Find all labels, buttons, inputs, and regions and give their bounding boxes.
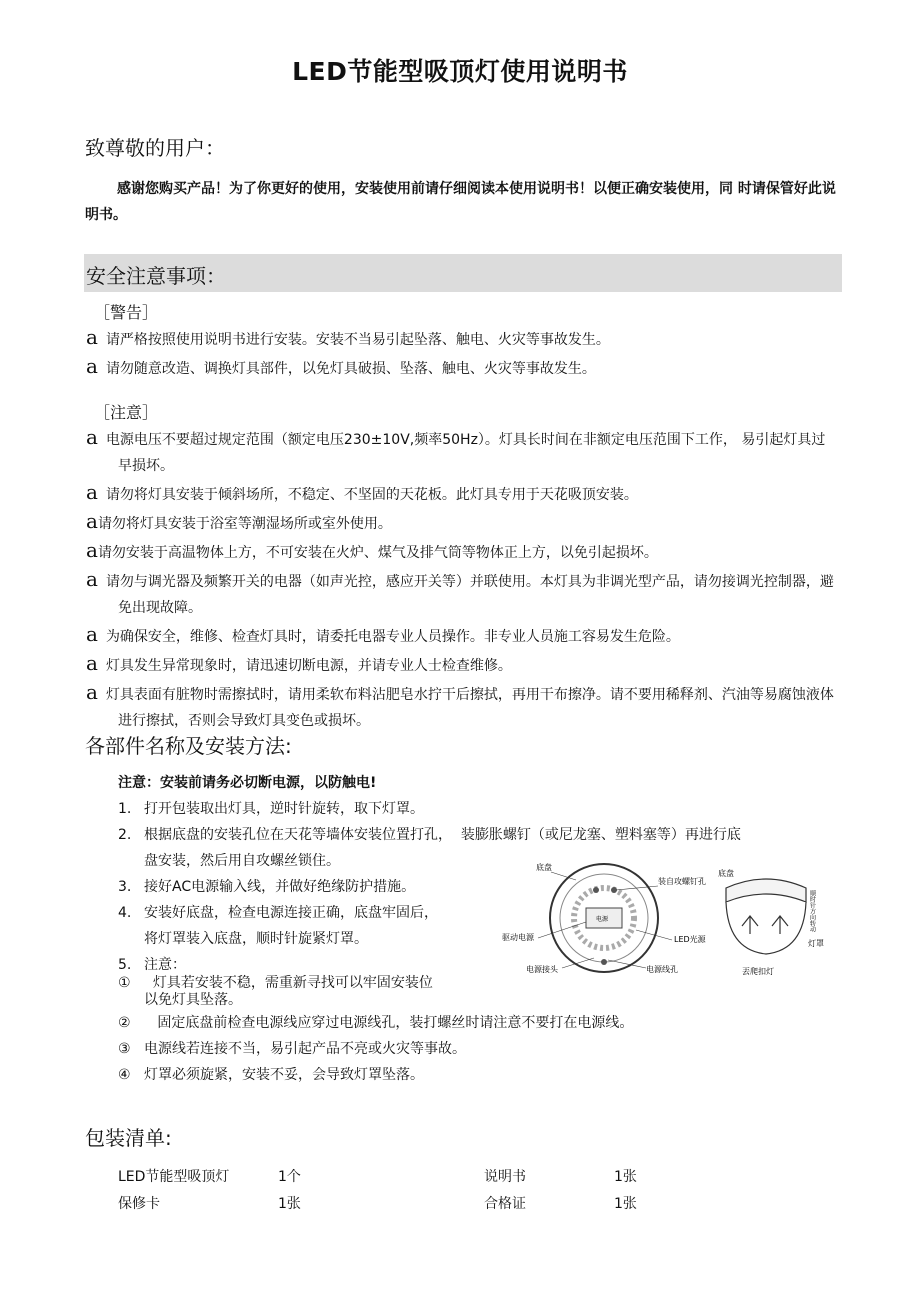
label-rotate: 顺时针方向转动	[808, 890, 816, 932]
packing-item-qty: 1张	[278, 1196, 301, 1212]
list-item: ① 灯具若安装不稳，需重新寻找可以牢固安装位	[118, 975, 433, 990]
list-item: ② 固定底盘前检查电源线应穿过电源线孔，装打螺丝时请注意不要打在电源线。	[118, 1015, 634, 1031]
bullet-icon: a	[86, 651, 98, 675]
install-heading: 各部件名称及安装方法:	[85, 734, 292, 758]
packing-item-name: LED节能型吸顶灯	[118, 1169, 230, 1185]
packing-heading: 包装清单:	[85, 1126, 172, 1150]
safety-heading: 安全注意事项：	[86, 264, 226, 288]
list-item: 5. 注意：	[118, 957, 186, 973]
list-item: a请勿安装于高温物体上方，不可安装在火炉、煤气及排气筒等物体正上方，以免引起损坏。	[86, 538, 658, 562]
figure-caption: 丟爬扣灯	[742, 967, 774, 976]
warning-list	[86, 324, 846, 382]
list-item: 将灯罩装入底盘，顺时针旋紧灯罩。	[144, 931, 368, 947]
install-subnotes	[118, 974, 848, 1088]
list-item: a 请勿随意改造、调换灯具部件，以免灯具破损、坠落、触电、火灾等事故发生。	[86, 354, 596, 378]
packing-item-name: 保修卡	[118, 1196, 160, 1212]
packing-item-name: 合格证	[484, 1196, 526, 1212]
bullet-icon: a	[86, 480, 98, 504]
bullet-icon: a	[86, 509, 98, 533]
bullet-icon: a	[86, 680, 98, 704]
list-item: a请勿将灯具安装于浴室等潮湿场所或室外使用。	[86, 509, 392, 533]
list-item: ③ 电源线若连接不当，易引起产品不亮或火灾等事故。	[118, 1041, 466, 1057]
installation-diagram	[496, 850, 836, 980]
bullet-icon: a	[86, 622, 98, 646]
label-base: 底盘	[536, 863, 552, 872]
label-driver: 驱动电源	[502, 933, 534, 942]
warning-label: ［警告］	[94, 303, 159, 322]
list-item: 4. 安装好底盘，检查电源连接正确，底盘牢固后，	[118, 905, 438, 921]
greeting: 致尊敬的用户：	[85, 136, 225, 160]
list-item: 2. 根据底盘的安装孔位在天花等墙体安装位置打孔， 装膨胀螺钉（或尼龙塞、塑料塞等）再进行底	[118, 827, 741, 843]
label-wire-hole: 电源线孔	[646, 965, 678, 974]
packing-item-qty: 1张	[614, 1169, 637, 1185]
list-item: a 请勿将灯具安装于倾斜场所，不稳定、不坚固的天花板。此灯具专用于天花吸顶安装。	[86, 480, 638, 504]
list-item: 3. 接好AC电源输入线，并做好绝缘防护措施。	[118, 879, 416, 895]
list-item: a 请勿与调光器及频繁开关的电器（如声光控，感应开关等）并联使用。本灯具为非调光型产品，请勿接调光控制器，避免出现故障。	[86, 567, 834, 616]
list-item: 以免灯具坠落。	[144, 992, 242, 1008]
notice-label: ［注意］	[94, 403, 159, 422]
thanks-paragraph: 感谢您购买产品！为了你更好的使用，安装使用前请仔细阅读本使用说明书！以便正确安装使用，同 时请保管好此说明书。	[85, 181, 836, 223]
bullet-icon: a	[86, 567, 98, 591]
packing-item-qty: 1个	[278, 1169, 301, 1185]
label-connector: 电源接头	[526, 965, 558, 974]
list-item: ④ 灯罩必须旋紧，安装不妥，会导致灯罩坠落。	[118, 1067, 424, 1083]
label-base-2: 底盘	[718, 869, 734, 878]
safety-heading-band	[84, 254, 842, 292]
list-item: a 请严格按照使用说明书进行安装。安装不当易引起坠落、触电、火灾等事故发生。	[86, 325, 610, 349]
packing-item-name: 说明书	[484, 1169, 526, 1185]
bullet-icon: a	[86, 325, 98, 349]
list-item: 1. 打开包装取出灯具，逆时针旋转，取下灯罩。	[118, 801, 424, 817]
bullet-icon: a	[86, 425, 98, 449]
notice-list	[86, 424, 834, 734]
list-item: a 灯具表面有脏物时需擦拭时，请用柔软布料沾肥皂水拧干后擦拭，再用干布擦净。请不要用稀释剂、汽油等易腐蚀液体进行擦拭，否则会导致灯具变色或损坏。	[86, 680, 834, 729]
label-shade: 灯罩	[808, 939, 824, 948]
list-item: a 电源电压不要超过规定范围（额定电压230±10V,频率50Hz）。灯具长时间在非额定电压范围下工作， 易引起灯具过早损坏。	[86, 425, 826, 474]
list-item: a 为确保安全，维修、检查灯具时，请委托电器专业人员操作。非专业人员施工容易发生危险。	[86, 622, 680, 646]
bullet-icon: a	[86, 354, 98, 378]
lamp-shade-drawing	[726, 879, 806, 954]
page-title: LED节能型吸顶灯使用说明书	[292, 57, 628, 86]
list-item: 盘安装，然后用自攻螺丝锁住。	[144, 853, 340, 869]
list-item: a 灯具发生异常现象时，请迅速切断电源，并请专业人士检查维修。	[86, 651, 512, 675]
label-led: LED光源	[674, 935, 706, 944]
label-screw-hole: 装自攻螺钉孔	[658, 877, 706, 886]
bullet-icon: a	[86, 538, 98, 562]
install-caution: 注意：安装前请务必切断电源，以防触电!	[118, 775, 377, 791]
packing-item-qty: 1张	[614, 1196, 637, 1212]
label-power: 电源	[596, 916, 609, 923]
